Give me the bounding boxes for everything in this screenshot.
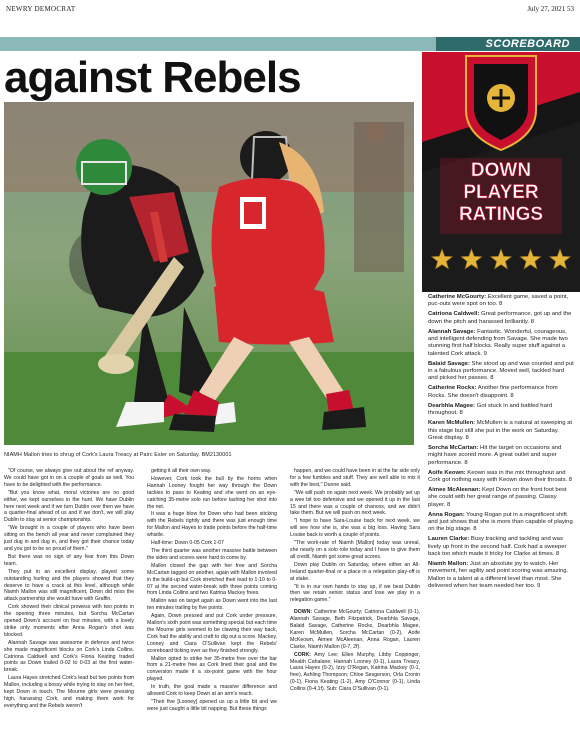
badge-line-1: DOWN <box>470 160 532 181</box>
article-paragraph: Alannah Savage was awesome in defence and twice she made magnificent blocks on Cork's Linda Collins. Catriona Caldwell and Cork's Fiona Keating traded points as Down trailed 0-02 to 0-03 at the first water-break. <box>4 639 134 674</box>
rating-text: Kept Down on the front foot best she could with her great range of passing. Classy player. 8 <box>428 487 567 508</box>
article-paragraph: Down play Dublin on Saturday, where either an All-Ireland quarter-final or a place in a relegation play-off is at stake. <box>290 561 420 582</box>
rating-text: Excellent game, saved a point, puc-outs were spot on too. 8 <box>428 294 569 308</box>
rating-text: Fantastic. Wonderful, courageous, and intelligent defending from Savage. She made two stunning first half blocks. Really super stuff against a talented Cork attack. 9 <box>428 328 568 357</box>
article-paragraph: They put in an excellent display, played some outstanding hurling and the players showed that they deserve to have a crack at this level, although while Niamh Mallon was still magnificent, Down did miss the attack partnership she would have with Graffin. <box>4 568 134 603</box>
article-paragraph: "The work-rate of Niamh [Mallon] today was unreal, she nearly on a solo role today and I have to give them all credit, Niamh got some great scores. <box>290 540 420 560</box>
article-paragraph: "But you know what, moral victories are no good either, we kept ourselves in the hunt. We have Dublin here next week and if we turn Dublin over then we have a quarter-final ahead of us and if we don't, we will play Dublin to stay at senior championship. <box>4 489 134 524</box>
player-name: Aoife Keown: <box>428 469 466 476</box>
rating-text: Just an absolute joy to watch. Her movement, her agility and point scoring was amazing. Mallon is a talent at a different level than most. She delivered when her team needed her too. 9 <box>428 561 569 589</box>
player-name: Karen McMullen: <box>428 420 476 427</box>
lineup-text: Amy Lee; Ellen Murphy, Libby Coppinger, Meabh Cahalane; Hannah Looney (0-1), Laura Treacy, Laura Hayes (0-2), Izzy O'Regan, Katrina Mackey (0-1, free), Ashling Thompson; Chloe Sesgerson, Orla Cronin (0-1), Fiona Keating (1-2), Amy O'Connor (0-1), Linda Collins (0-4,1f). Sub: Ciara O'Sullivan (0-1). <box>290 651 420 693</box>
badge-line-2: PLAYER <box>463 182 539 203</box>
camogie-players-illustration <box>4 102 414 445</box>
article-paragraph: In truth, the goal made a massive difference and allowed Cork to keep Down at an arm's reach. <box>147 684 277 698</box>
player-name: Aimee McAleenan: <box>428 487 481 493</box>
player-rating <box>428 512 574 534</box>
article-paragraph: Mallon was on target again as Down went into the last ten minutes trailing by five points. <box>147 598 277 612</box>
section-band-light <box>0 37 436 51</box>
page-header <box>0 0 580 26</box>
player-rating <box>428 403 574 418</box>
article-paragraph: The third quarter was another massive battle between the sides and scores were hard to come by. <box>147 547 277 561</box>
player-name: Balaid Savage: <box>428 360 470 367</box>
player-rating <box>428 487 574 509</box>
rating-text: Great performance, got up and the down the pitch and harassed brilliantly. 8 <box>428 311 572 325</box>
article-paragraph: "It is in our own hands to stay up, if we beat Dublin then we retain senior status and lose we play in a relegation game." <box>290 583 420 604</box>
article-paragraph: getting it all their own way. <box>151 468 212 474</box>
article-paragraph: Again, Down pressed and put Cork under pressure, Mallon's sixth point was something special but each time the Mourne girls seemed to be clawing their way back, Cork had the ability and craft to dig out a score. Mackey, Looney and Ciara O'Sullivan kept the Rebels' scoreboard ticking over as they finished strongly. <box>147 613 277 654</box>
article-paragraph: "We will push on again next week. We probably set up a wee bit too defensive and we opened it up in the last 15 and there was a couple of chances, and we didn't take them. But we will push on next week. <box>290 489 420 517</box>
rating-text: Another fine performance from Rocks. She doesn't disappoint. 8 <box>428 385 558 399</box>
player-name: Anna Rogan: <box>428 511 465 518</box>
ratings-list <box>422 294 580 593</box>
article-paragraph: "We brought in a couple of players who have been sitting on the bench all year and never complained they just dug in and dug in, and they got their chance today and you got to be so proud of them." <box>4 525 134 552</box>
article-paragraph: "I hope to have Sara-Louise back for next week, we will see how she is, she was a big loss. Having Sara Louise back is worth a couple of points. <box>290 518 420 539</box>
player-rating <box>428 329 574 358</box>
player-rating <box>428 536 574 558</box>
publication-name: NEWRY DEMOCRAT <box>6 5 76 13</box>
article-paragraph: "Of course, we always give out about the ref anyway. We could have got in on a couple of goals as well. You have to be delighted with the performance. <box>4 468 134 488</box>
player-rating <box>428 561 574 590</box>
team-lineup <box>290 652 420 693</box>
player-name: Alannah Savage: <box>428 328 476 335</box>
player-name: Sorcha McCartan: <box>428 444 479 451</box>
player-name: Dearbhla Magee: <box>428 402 476 409</box>
team-label: DOWN: <box>294 609 313 616</box>
player-rating <box>428 470 574 485</box>
rating-text: Young Rogan put in a magnificent shift and just shows that she is more than capable of playing on the big stage. 8 <box>428 511 573 533</box>
article-body <box>4 468 420 730</box>
article-paragraph: Half-time: Down 0-05 Cork 1-07 <box>151 540 224 547</box>
rating-text: Got stuck in and battled hard throughout. 8 <box>428 402 553 417</box>
team-label: CORK: <box>294 651 312 658</box>
article-paragraph: "Their five [Looney] opened us up a little bit and we were just caught a little bit napping. But these things <box>147 699 277 712</box>
player-rating <box>428 311 574 326</box>
headline: against Rebels <box>4 53 301 102</box>
lineup-text: Catherine McGourty; Catriona Caldwell (0-1), Alannah Savage, Beth Fitzpatrick, Dearbhla Savage, Balaid Savage, Catherine Rocks, Dearbhla Magee, Karen McMullen, Sorcha McCartan (0-2), Aoife McKeown, Aimee McAleenan, Anna Rogan, Lauren Clarke, Niamh Mallon (0-7, 2f). <box>290 609 420 650</box>
player-name: Catherine McGourty: <box>428 294 487 300</box>
player-rating <box>428 420 574 442</box>
article-paragraph: Mallon closed the gap with her free and Sorcha McCartan tagged on another, again with Mallon involved in the build-up but Cork stretched their lead to 1-10 to 0-07 at the second water-break with three points coming from Linda Collins and two Katrina Mackey frees. <box>147 562 277 597</box>
player-rating <box>428 361 574 383</box>
section-title: SCOREBOARD <box>485 38 570 50</box>
ratings-sidebar <box>422 52 580 737</box>
rating-text: Keown was in the mix throughout and Cork got nothing easy with Keown down their throats. 8 <box>428 469 573 483</box>
player-name: Catriona Caldwell: <box>428 311 480 318</box>
down-crest-graphic <box>422 52 580 292</box>
article-paragraph: Mallon opted to strike her 35-metre free over the bar from a 21-metre free as Cork lined their goal and the conversion made it a six-point game with the hour played. <box>147 655 277 683</box>
player-rating <box>428 294 574 309</box>
article-paragraph: happen, and we could have been in at the far side only for a few fumbles and stuff. They are well able to mix it with the best," Dunne said. <box>290 468 420 488</box>
rating-text: Hit the target on occasions and might have scored more. A great outlet and super performance. 8 <box>428 444 562 466</box>
ratings-badge <box>422 52 580 292</box>
article-paragraph: Cork showed their clinical prowess with two points in the opening three minutes, but Sorcha McCartan opened Down's account on four minutes, with a lovely strike only moments after Anna Rogan's shot was blocked. <box>4 604 134 638</box>
player-rating <box>428 445 574 467</box>
date-page-number: July 27, 2021 53 <box>527 5 574 13</box>
article-column-1 <box>4 468 134 711</box>
photo-caption: NIAMH Mallon tries to shrug of Cork's Laura Treacy at Pairc Esler on Saturday. BM2130001 <box>4 452 232 458</box>
player-rating <box>428 385 574 400</box>
rating-text: McMullen is a natural at sweeping at this stage but still she put in the work on Saturday. Great display. 8 <box>428 420 573 441</box>
match-photo <box>4 102 414 445</box>
rating-text: Busy tracking and tackling and was lively up front in the second half. Cork had a sweeper back too which made it tricky for Clarke at times. 8 <box>428 536 567 557</box>
article-paragraph: But there was no sign of any fear from this Down team. <box>4 553 134 567</box>
player-name: Catherine Rocks: <box>428 385 477 392</box>
player-name: Lauren Clarke: <box>428 536 470 543</box>
article-column-2 <box>147 468 277 714</box>
article-paragraph: However, Cork took the bull by the horns when Hannah Looney fought her way through the Down tackles to pass to Keating and she went on an eye-catching 35-metre solo run before lashing her shot into the net. <box>147 475 277 510</box>
article-paragraph: Laura Hayes stretched Cork's lead but two points from Mallon, including a bossy while trying to stay on her feet, kept Down in touch. The Mourne girls were pressing high, harassing Cork, and making them work for everything and the Rebels weren't <box>4 675 134 709</box>
badge-line-3: RATINGS <box>458 204 544 225</box>
player-name: Niamh Mallon: <box>428 561 469 568</box>
article-column-3 <box>290 468 420 694</box>
article-paragraph: It was a huge blow for Down who had been sticking with the Rebels rightly and there was just enough time for Mallon and Hayes to trade points before the half-time whistle. <box>147 511 277 539</box>
team-lineup <box>290 609 420 650</box>
rating-text: She stood up and was counted and put in a fabulous performance. Moved well, tackled hard and picked her passes. 8 <box>428 360 574 382</box>
